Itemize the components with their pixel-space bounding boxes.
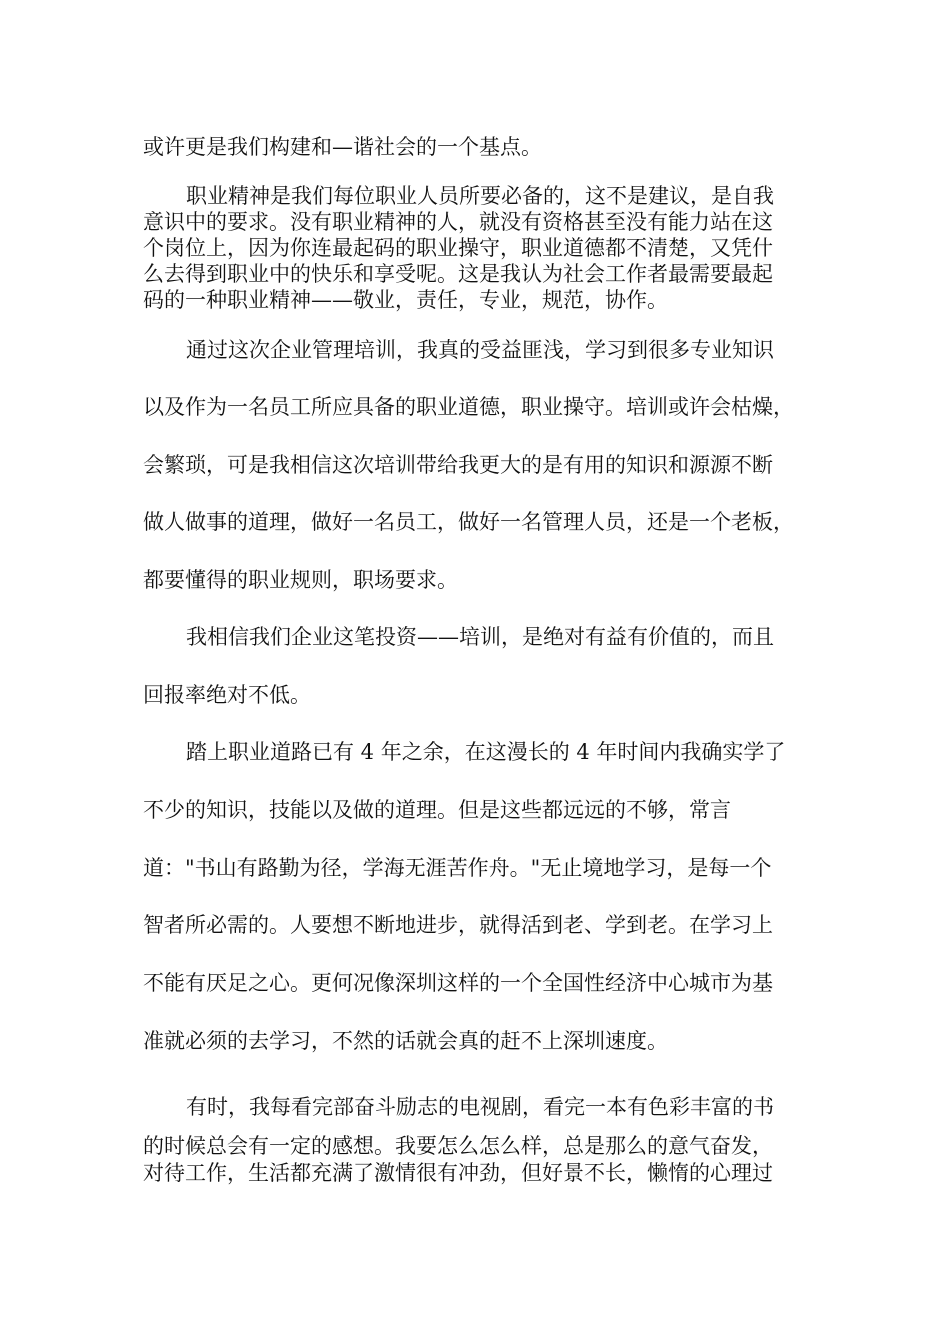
text-line: 或许更是我们构建和—谐社会的一个基点。 [143, 135, 542, 159]
text-line: 通过这次企业管理培训，我真的受益匪浅，学习到很多专业知识 [186, 338, 774, 362]
text-line: 以及作为一名员工所应具备的职业道德，职业操守。培训或许会枯燥， [143, 395, 794, 419]
text-line: 不能有厌足之心。更何况像深圳这样的一个全国性经济中心城市为基 [143, 971, 773, 995]
text-line: 智者所必需的。人要想不断地进步，就得活到老、学到老。在学习上 [143, 913, 773, 937]
text-line: 个岗位上，因为你连最起码的职业操守，职业道德都不清楚，又凭什 [143, 236, 773, 260]
text-line: 么去得到职业中的快乐和享受呢。这是我认为社会工作者最需要最起 [143, 262, 773, 286]
text-line: 我相信我们企业这笔投资——培训，是绝对有益有价值的，而且 [186, 625, 774, 649]
text-line: 对待工作，生活都充满了激情很有冲劲，但好景不长，懒惰的心理过 [143, 1161, 773, 1185]
text-line: 不少的知识，技能以及做的道理。但是这些都远远的不够，常言 [143, 798, 731, 822]
text-line: 踏上职业道路已有 4 年之余，在这漫长的 4 年时间内我确实学了 [186, 740, 786, 764]
text-line: 回报率绝对不低。 [143, 683, 311, 707]
text-line: 会繁琐，可是我相信这次培训带给我更大的是有用的知识和源源不断 [143, 453, 773, 477]
text-line: 的时候总会有一定的感想。我要怎么怎么样，总是那么的意气奋发， [143, 1134, 773, 1158]
text-line: 有时，我每看完部奋斗励志的电视剧，看完一本有色彩丰富的书 [186, 1095, 774, 1119]
text-line: 道："书山有路勤为径，学海无涯苦作舟。"无止境地学习，是每一个 [143, 856, 772, 880]
text-line: 都要懂得的职业规则，职场要求。 [143, 568, 458, 592]
text-line: 意识中的要求。没有职业精神的人，就没有资格甚至没有能力站在这 [143, 210, 773, 234]
text-line: 职业精神是我们每位职业人员所要必备的，这不是建议，是自我 [186, 184, 774, 208]
text-line: 做人做事的道理，做好一名员工，做好一名管理人员，还是一个老板， [143, 510, 794, 534]
text-line: 码的一种职业精神——敬业，责任，专业，规范，协作。 [143, 288, 668, 312]
text-line: 准就必须的去学习，不然的话就会真的赶不上深圳速度。 [143, 1029, 668, 1053]
